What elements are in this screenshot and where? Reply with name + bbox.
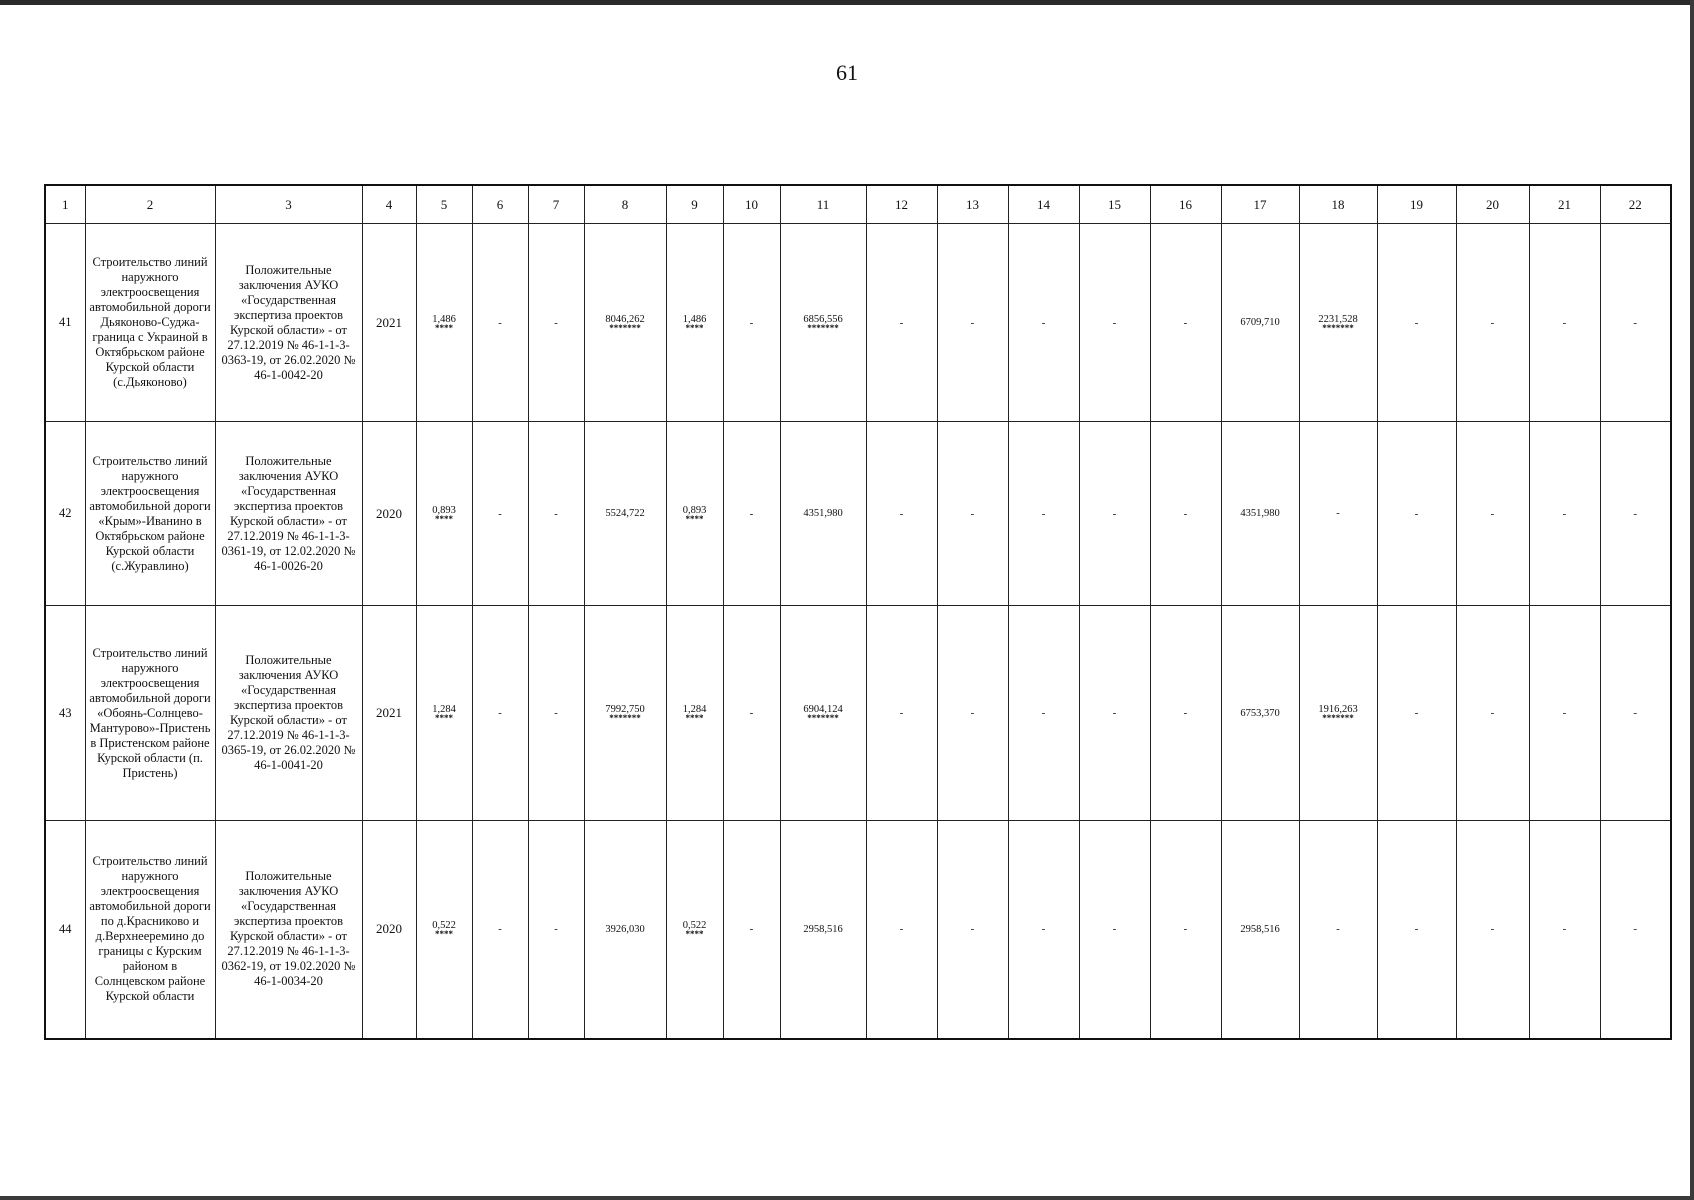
table-row (45, 224, 1671, 422)
cell-7: - (528, 224, 584, 422)
expertise-conclusion: Положительные заключения АУКО «Государственная экспертиза проектов Курской области» - от 27.12.2019 № 46-1-1-3-0361-19, от 12.02.2020 № 46-1-0026-20 (215, 422, 362, 606)
footnote-stars: ******* (609, 322, 641, 333)
footnote-stars: **** (685, 322, 704, 333)
cell-16: - (1150, 821, 1221, 1039)
cell-9 (666, 606, 723, 821)
cell-20: - (1456, 821, 1529, 1039)
cell-value: 1916,263 (1318, 704, 1358, 715)
cell-17: 4351,980 (1221, 422, 1299, 606)
footnote-stars: ******* (609, 713, 641, 723)
cell-14: - (1008, 224, 1079, 422)
cell-17: 6753,370 (1221, 606, 1299, 821)
cell-value: 7992,750 (605, 704, 645, 715)
cell-value: - (1336, 508, 1340, 519)
cell-8 (584, 821, 666, 1039)
cell-19: - (1377, 821, 1456, 1039)
cell-value: 6856,556 (803, 313, 843, 325)
cell-10: - (723, 422, 780, 606)
cell-22: - (1600, 606, 1671, 821)
footnote-stars: **** (685, 713, 704, 723)
cell-17: 2958,516 (1221, 821, 1299, 1039)
object-name: Строительство линий наружного электроосвещения автомобильной дороги «Крым»-Иванино в Октябрьском районе Курской области (с.Журавлино) (85, 422, 215, 606)
footnote-stars: ******* (1322, 713, 1354, 723)
footnote-stars: **** (685, 929, 704, 940)
footnote-stars: **** (435, 713, 453, 723)
cell-5 (416, 606, 472, 821)
cell-5 (416, 224, 472, 422)
object-name: Строительство линий наружного электроосвещения автомобильной дороги Дьяконово-Суджа-граница с Украиной в Октябрьском районе Курской области (с.Дьяконово) (85, 224, 215, 422)
cell-18 (1299, 606, 1377, 821)
cell-19: - (1377, 422, 1456, 606)
cell-13: - (937, 422, 1008, 606)
cell-17: 6709,710 (1221, 224, 1299, 422)
cell-18 (1299, 821, 1377, 1039)
cell-9 (666, 821, 723, 1039)
column-header: 9 (666, 185, 723, 224)
expertise-conclusion: Положительные заключения АУКО «Государственная экспертиза проектов Курской области» - от 27.12.2019 № 46-1-1-3-0365-19, от 26.02.2020 № 46-1-0041-20 (215, 606, 362, 821)
column-header: 6 (472, 185, 528, 224)
cell-value: 4351,980 (803, 508, 843, 519)
row-number: 42 (45, 422, 85, 606)
column-header: 12 (866, 185, 937, 224)
object-name: Строительство линий наружного электроосвещения автомобильной дороги по д.Красниково и д.Верхнееремино до границы с Курским районом в Солнцевском районе Курской области (85, 821, 215, 1039)
cell-11 (780, 606, 866, 821)
column-header: 3 (215, 185, 362, 224)
cell-6: - (472, 821, 528, 1039)
object-name: Строительство линий наружного электроосвещения автомобильной дороги «Обоянь-Солнцево-Мантурово»-Пристень в Пристенском районе Курской области (п. Пристень) (85, 606, 215, 821)
column-header: 21 (1529, 185, 1600, 224)
column-header: 5 (416, 185, 472, 224)
scan-border-bottom (0, 1196, 1694, 1200)
footnote-stars: ******* (1322, 322, 1354, 333)
column-header: 7 (528, 185, 584, 224)
cell-8 (584, 606, 666, 821)
cell-value: 1,486 (682, 313, 707, 325)
cell-18 (1299, 422, 1377, 606)
cell-7: - (528, 821, 584, 1039)
cell-20: - (1456, 422, 1529, 606)
cell-18 (1299, 224, 1377, 422)
column-header: 19 (1377, 185, 1456, 224)
cell-12: - (866, 224, 937, 422)
cell-8 (584, 224, 666, 422)
cell-value: 5524,722 (605, 508, 645, 519)
year-cell: 2021 (362, 224, 416, 422)
cell-21: - (1529, 821, 1600, 1039)
cell-14: - (1008, 422, 1079, 606)
column-header: 2 (85, 185, 215, 224)
cell-14: - (1008, 606, 1079, 821)
cell-16: - (1150, 224, 1221, 422)
scan-border-top (0, 0, 1694, 5)
page-number: 61 (836, 60, 858, 85)
cell-11 (780, 821, 866, 1039)
column-header: 16 (1150, 185, 1221, 224)
cell-value: 3926,030 (605, 923, 645, 935)
cell-9 (666, 422, 723, 606)
column-header: 18 (1299, 185, 1377, 224)
cell-13: - (937, 224, 1008, 422)
expertise-conclusion: Положительные заключения АУКО «Государственная экспертиза проектов Курской области» - от 27.12.2019 № 46-1-1-3-0363-19, от 26.02.2020 № 46-1-0042-20 (215, 224, 362, 422)
cell-15: - (1079, 224, 1150, 422)
cell-value: 0,893 (432, 504, 456, 516)
column-header: 15 (1079, 185, 1150, 224)
cell-16: - (1150, 606, 1221, 821)
cell-value: 1,284 (432, 704, 456, 715)
row-number: 41 (45, 224, 85, 422)
cell-22: - (1600, 821, 1671, 1039)
table-row (45, 821, 1671, 1039)
cell-value: - (1336, 923, 1340, 935)
cell-14: - (1008, 821, 1079, 1039)
column-header: 8 (584, 185, 666, 224)
cell-13: - (937, 606, 1008, 821)
scan-border-right (1690, 0, 1694, 1200)
cell-value: 6904,124 (803, 704, 843, 715)
cell-value: 8046,262 (605, 313, 645, 325)
year-cell: 2020 (362, 821, 416, 1039)
cell-12: - (866, 606, 937, 821)
table-row (45, 606, 1671, 821)
cell-7: - (528, 606, 584, 821)
cell-value: 0,893 (682, 504, 707, 516)
header-row (45, 185, 1671, 224)
row-number: 43 (45, 606, 85, 821)
cell-15: - (1079, 821, 1150, 1039)
cell-value: 2231,528 (1318, 313, 1358, 325)
year-cell: 2021 (362, 606, 416, 821)
column-header: 14 (1008, 185, 1079, 224)
data-table (44, 184, 1672, 1040)
footnote-stars: ******* (807, 713, 839, 723)
cell-19: - (1377, 606, 1456, 821)
row-number: 44 (45, 821, 85, 1039)
footnote-stars: **** (435, 929, 453, 940)
cell-10: - (723, 821, 780, 1039)
cell-5 (416, 821, 472, 1039)
cell-16: - (1150, 422, 1221, 606)
cell-11 (780, 224, 866, 422)
cell-value: 1,486 (432, 313, 456, 325)
cell-value: 1,284 (682, 704, 707, 715)
year-cell: 2020 (362, 422, 416, 606)
footnote-stars: ******* (807, 322, 839, 333)
cell-20: - (1456, 224, 1529, 422)
cell-6: - (472, 224, 528, 422)
cell-10: - (723, 606, 780, 821)
cell-7: - (528, 422, 584, 606)
cell-5 (416, 422, 472, 606)
cell-22: - (1600, 224, 1671, 422)
table-row (45, 422, 1671, 606)
column-header: 20 (1456, 185, 1529, 224)
column-header: 4 (362, 185, 416, 224)
cell-6: - (472, 606, 528, 821)
cell-13: - (937, 821, 1008, 1039)
cell-value: 0,522 (682, 920, 707, 932)
cell-21: - (1529, 224, 1600, 422)
cell-19: - (1377, 224, 1456, 422)
footnote-stars: **** (435, 513, 453, 524)
cell-15: - (1079, 422, 1150, 606)
footnote-stars: **** (435, 322, 453, 333)
expertise-conclusion: Положительные заключения АУКО «Государственная экспертиза проектов Курской области» - от 27.12.2019 № 46-1-1-3-0362-19, от 19.02.2020 № 46-1-0034-20 (215, 821, 362, 1039)
cell-21: - (1529, 606, 1600, 821)
cell-8 (584, 422, 666, 606)
cell-6: - (472, 422, 528, 606)
column-header: 22 (1600, 185, 1671, 224)
cell-20: - (1456, 606, 1529, 821)
column-header: 13 (937, 185, 1008, 224)
cell-10: - (723, 224, 780, 422)
column-header: 10 (723, 185, 780, 224)
column-header: 1 (45, 185, 85, 224)
cell-value: 2958,516 (803, 923, 843, 935)
footnote-stars: **** (685, 513, 704, 524)
cell-21: - (1529, 422, 1600, 606)
column-header: 11 (780, 185, 866, 224)
cell-11 (780, 422, 866, 606)
cell-12: - (866, 422, 937, 606)
cell-9 (666, 224, 723, 422)
cell-12: - (866, 821, 937, 1039)
cell-15: - (1079, 606, 1150, 821)
column-header: 17 (1221, 185, 1299, 224)
cell-value: 0,522 (432, 920, 456, 932)
cell-22: - (1600, 422, 1671, 606)
